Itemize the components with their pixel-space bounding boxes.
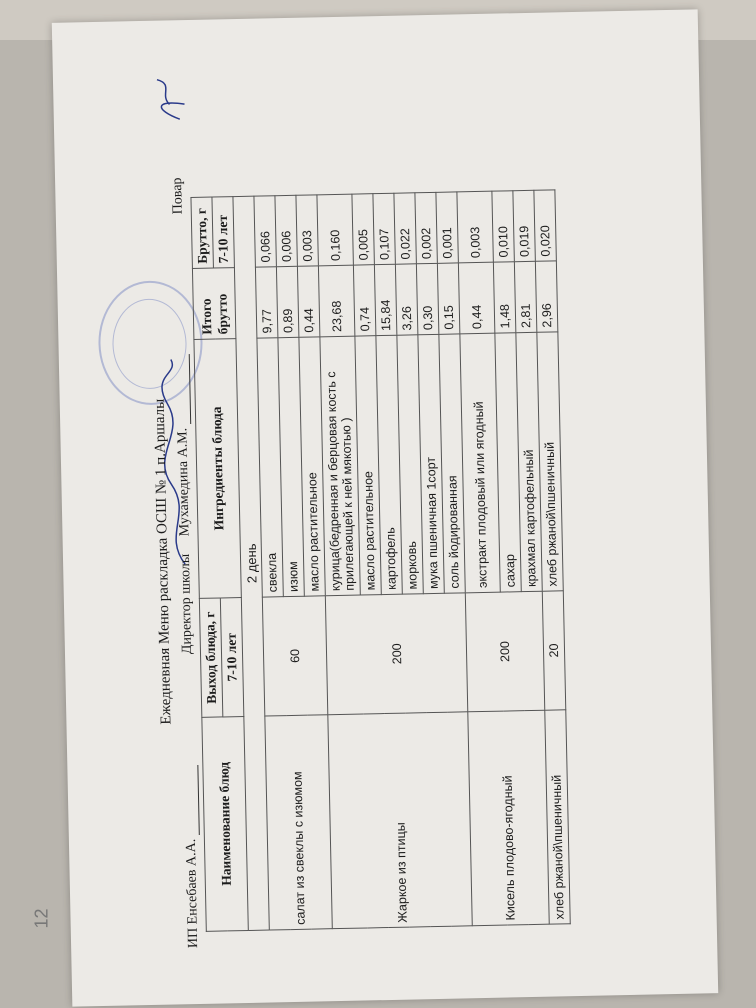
total-value: 0,89: [276, 266, 298, 337]
header-output: Выход блюда, г: [199, 598, 222, 717]
dish-output: 200: [465, 591, 544, 712]
ingredient: крахмал картофельный: [516, 332, 542, 591]
day-label: 2 день: [233, 196, 269, 930]
dish-output: 200: [325, 593, 467, 715]
total-value: 23,68: [318, 265, 354, 337]
ingredient: экстракт плодовый или ягодный: [460, 333, 500, 593]
dish-name: хлеб ржаной\пшеничный: [545, 710, 570, 924]
ingredient: картофель: [376, 335, 402, 594]
total-value: 0,44: [458, 262, 494, 334]
paper-sheet: [52, 9, 718, 1006]
brutto-value: 0,005: [352, 194, 374, 265]
ingredient: морковь: [397, 335, 423, 594]
rotated-content: [52, 9, 718, 1006]
brutto-value: 0,019: [513, 190, 535, 261]
header-ingredients: Ингредиенты блюда: [194, 339, 241, 599]
header-output-age: 7-10 лет: [220, 598, 243, 717]
cook-signature-line: [170, 177, 187, 214]
total-value: 0,15: [437, 263, 459, 334]
brutto-value: 0,001: [436, 192, 458, 263]
header-total: Итого брутто: [192, 268, 235, 340]
cook-label: Повар: [170, 177, 186, 215]
ingredient: масло растительное: [355, 336, 381, 595]
document-title: Ежедневная Меню раскладка ОСШ № 1 п.Аршалы: [151, 398, 175, 725]
ingredient: изюм: [278, 337, 304, 596]
left-signature-name: ИП Енсебаев А.А.: [183, 838, 202, 949]
header-brutto: Брутто, г: [191, 197, 213, 268]
ingredient: сахар: [495, 333, 521, 592]
director-name: Мухамедина А.М.: [175, 427, 193, 537]
ingredient: мука пшеничная 1сорт: [418, 334, 444, 593]
brutto-value: 0,010: [492, 191, 514, 262]
brutto-value: 0,022: [394, 193, 416, 264]
header-dish: Наименование блюд: [202, 717, 248, 932]
brutto-value: 0,066: [254, 196, 276, 267]
page-number: 12: [31, 908, 52, 929]
total-value: 0,74: [353, 265, 375, 336]
total-value: 1,48: [493, 262, 515, 333]
brutto-value: 0,002: [415, 192, 437, 263]
dish-output: 60: [262, 596, 327, 716]
total-value: 9,77: [255, 267, 277, 338]
brutto-value: 0,020: [534, 190, 556, 261]
brutto-value: 0,006: [275, 195, 297, 266]
total-value: 0,44: [297, 266, 319, 337]
ingredient: хлеб ржаной\пшеничный: [537, 332, 563, 591]
ingredient: свекла: [257, 338, 283, 597]
total-value: 0,30: [416, 263, 438, 334]
ingredient: курица(бедренная и берцовая кость с прилегающей к ней мякотью ): [320, 336, 360, 596]
total-value: 2,81: [514, 261, 536, 332]
director-label: Директор школы: [177, 553, 196, 655]
dish-name: салат из свеклы с изюмом: [265, 715, 332, 930]
brutto-value: 0,160: [317, 194, 353, 266]
brutto-value: 0,003: [457, 191, 493, 263]
cook-signature: [149, 74, 190, 125]
header-brutto-age: 7-10 лет: [212, 197, 234, 268]
total-value: 3,26: [395, 264, 417, 335]
left-signature-line: [182, 765, 202, 949]
dish-output: 20: [542, 591, 565, 710]
ingredient: соль йодированная: [439, 334, 465, 593]
director-signature-line: [174, 354, 196, 655]
brutto-value: 0,107: [373, 193, 395, 264]
total-value: 2,96: [535, 261, 557, 332]
dish-name: Кисель плодово-ягодный: [468, 710, 549, 926]
total-value: 15,84: [374, 264, 396, 335]
dish-name: Жаркое из птицы: [328, 712, 472, 929]
brutto-value: 0,003: [296, 195, 318, 266]
menu-table: [190, 189, 570, 931]
ingredient: масло растительное: [299, 337, 325, 596]
